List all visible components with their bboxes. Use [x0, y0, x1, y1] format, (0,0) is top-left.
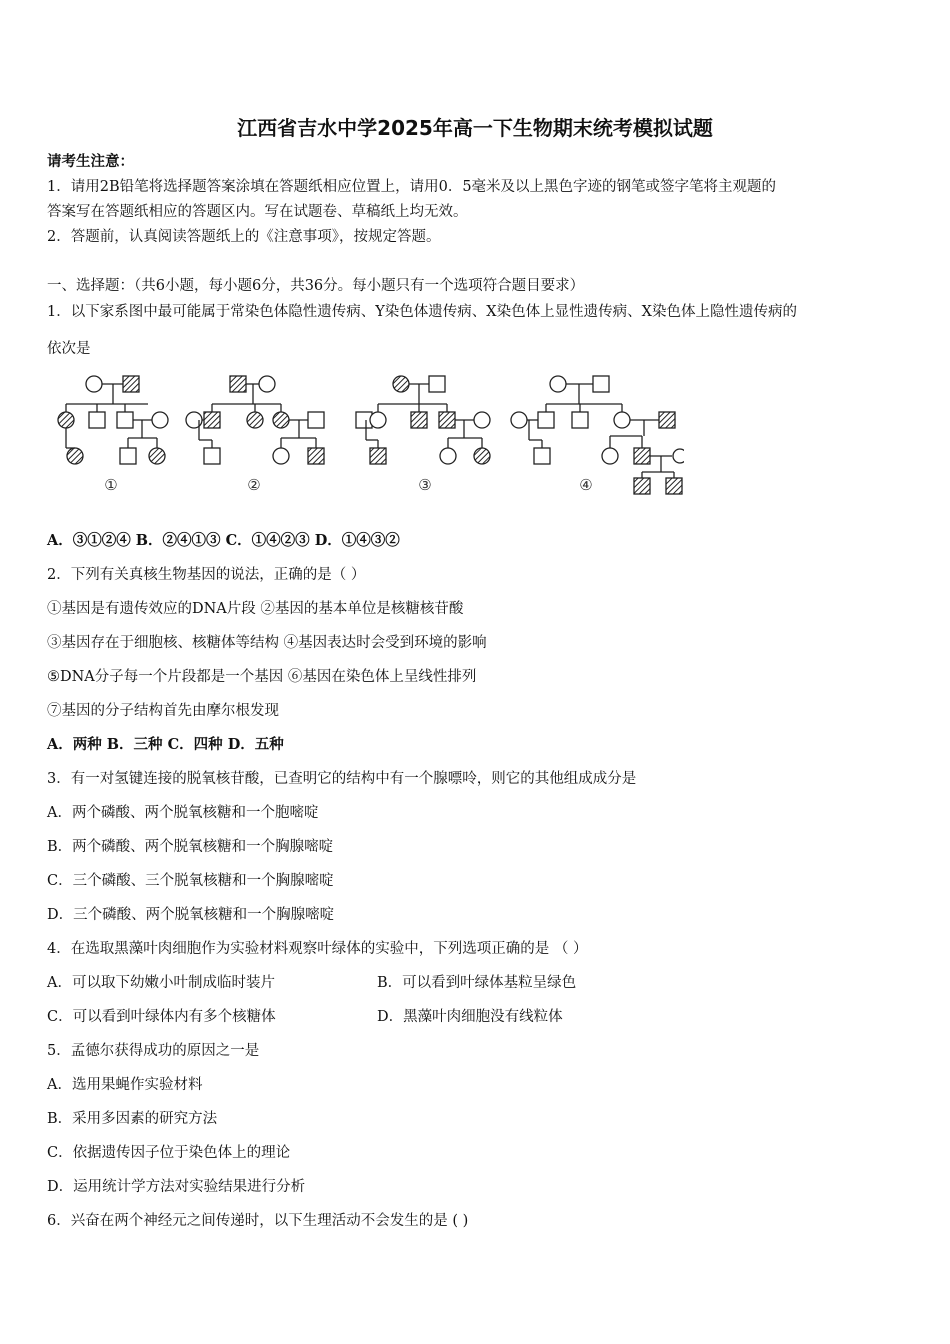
- pedigree-figure: [44, 370, 684, 502]
- pedigree-label-2: ②: [247, 476, 261, 494]
- pedigree-3: [356, 376, 490, 464]
- q1-stem-cont: 依次是: [47, 341, 91, 357]
- q3-stem: 3．有一对氢键连接的脱氧核苷酸，已查明它的结构中有一个腺嘌呤，则它的其他组成成分是: [47, 771, 637, 787]
- q4-option-c: C．可以看到叶绿体内有多个核糖体: [47, 1009, 276, 1025]
- q2-statement-4: ⑦基因的分子结构首先由摩尔根发现: [47, 703, 279, 719]
- q2-statement-3: ⑤DNA分子每一个片段都是一个基因 ⑥基因在染色体上呈线性排列: [47, 669, 477, 685]
- q4-stem: 4．在选取黑藻叶肉细胞作为实验材料观察叶绿体的实验中，下列选项正确的是 （ ）: [47, 941, 588, 957]
- q1-stem: 1．以下家系图中最可能属于常染色体隐性遗传病、Y染色体遗传病、X染色体上显性遗传病、X染色体上隐性遗传病的: [47, 304, 797, 320]
- q3-option-b: B．两个磷酸、两个脱氧核糖和一个胸腺嘧啶: [47, 839, 334, 855]
- notice-line-1b: 答案写在答题纸相应的答题区内。写在试题卷、草稿纸上均无效。: [47, 204, 468, 220]
- q2-stem: 2．下列有关真核生物基因的说法，正确的是（ ）: [47, 567, 366, 583]
- notice-line-2: 2．答题前，认真阅读答题纸上的《注意事项》，按规定答题。: [47, 229, 441, 245]
- pedigree-1: [58, 376, 168, 464]
- q4-option-d: D．黑藻叶肉细胞没有线粒体: [377, 1009, 563, 1025]
- q4-option-b: B．可以看到叶绿体基粒呈绿色: [377, 975, 577, 991]
- q5-stem: 5．孟德尔获得成功的原因之一是: [47, 1043, 260, 1059]
- q1-options: A．③①②④ B．②④①③ C．①④②③ D．①④③②: [47, 532, 400, 549]
- q6-stem: 6．兴奋在两个神经元之间传递时，以下生理活动不会发生的是 ( ): [47, 1213, 469, 1229]
- pedigree-2: [186, 376, 324, 464]
- pedigree-label-1: ①: [104, 476, 118, 494]
- q5-option-a: A．选用果蝇作实验材料: [47, 1077, 203, 1093]
- section-heading: 一、选择题：（共6小题，每小题6分，共36分。每小题只有一个选项符合题目要求）: [47, 278, 585, 294]
- q5-option-d: D．运用统计学方法对实验结果进行分析: [47, 1179, 306, 1195]
- q3-option-a: A．两个磷酸、两个脱氧核糖和一个胞嘧啶: [47, 805, 319, 821]
- pedigree-label-4: ④: [579, 476, 593, 494]
- notice-heading: 请考生注意：: [47, 153, 134, 170]
- pedigree-label-3: ③: [418, 476, 432, 494]
- q3-option-c: C．三个磷酸、三个脱氧核糖和一个胸腺嘧啶: [47, 873, 334, 889]
- q5-option-b: B．采用多因素的研究方法: [47, 1111, 218, 1127]
- q2-options: A．两种 B．三种 C．四种 D．五种: [47, 736, 284, 753]
- q2-statement-1: ①基因是有遗传效应的DNA片段 ②基因的基本单位是核糖核苷酸: [47, 601, 464, 617]
- pedigree-4: [511, 376, 684, 494]
- q3-option-d: D．三个磷酸、两个脱氧核糖和一个胸腺嘧啶: [47, 907, 335, 923]
- exam-title: 江西省吉水中学2025年高一下生物期末统考模拟试题: [237, 116, 713, 140]
- q4-option-a: A．可以取下幼嫩小叶制成临时装片: [47, 975, 275, 991]
- q5-option-c: C．依据遗传因子位于染色体上的理论: [47, 1145, 291, 1161]
- q2-statement-2: ③基因存在于细胞核、核糖体等结构 ④基因表达时会受到环境的影响: [47, 635, 487, 651]
- notice-line-1: 1．请用2B铅笔将选择题答案涂填在答题纸相应位置上，请用0．5毫米及以上黑色字迹的钢笔或签字笔将主观题的: [47, 179, 777, 195]
